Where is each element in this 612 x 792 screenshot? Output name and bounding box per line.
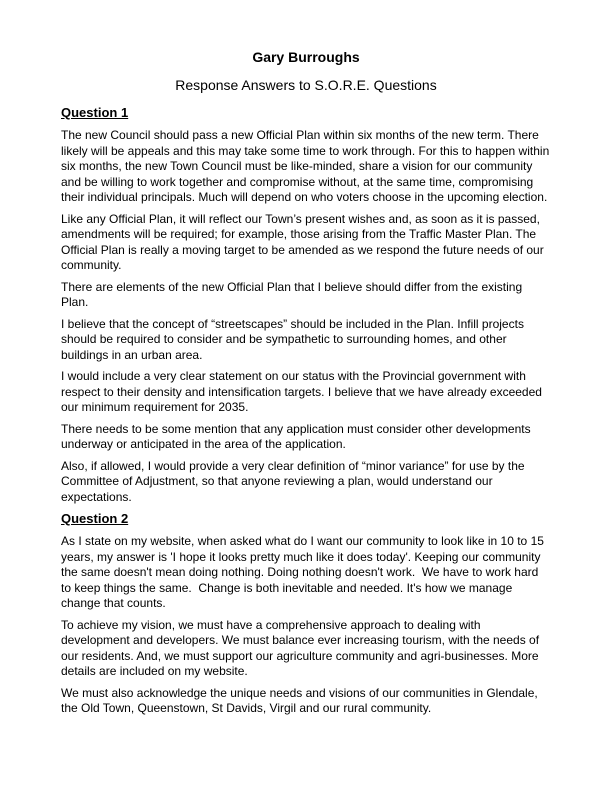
- paragraph: Like any Official Plan, it will reflect our Town’s present wishes and, as soon as it is passed, amendments will be required; for example, those arising from the Traffic Master Plan. The Official Plan is really a moving target to be amended as we respond the future needs of our community.: [61, 211, 548, 272]
- section-question-1: [61, 105, 551, 505]
- paragraph: As I state on my website, when asked what do I want our community to look like in 10 to 15 years, my answer is 'I hope it looks pretty much like it does today'. Keeping our community the same doesn't mean doing nothing. Doing nothing doesn't work. We have to work hard to keep things the same. Change is both inevitable and needed. It's how we manage change that counts.: [61, 534, 548, 610]
- paragraph: Also, if allowed, I would provide a very clear definition of “minor variance” for use by the Committee of Adjustment, so that anyone reviewing a plan, would understand our expectations.: [61, 458, 528, 504]
- question-2-heading: Question 2: [61, 511, 129, 526]
- question-1-heading: Question 1: [61, 105, 129, 120]
- paragraph: We must also acknowledge the unique needs and visions of our communities in Glendale, the Old Town, Queenstown, St Davids, Virgil and our rural community.: [61, 685, 542, 715]
- document-title: Gary Burroughs: [252, 49, 360, 65]
- paragraph: There needs to be some mention that any application must consider other developments underway or anticipated in the area of the application.: [61, 421, 534, 451]
- paragraph: I would include a very clear statement on our status with the Provincial government with respect to their density and intensification targets. I believe that we have already exceeded our minimum requirement for 2035.: [61, 369, 546, 414]
- paragraph: I believe that the concept of “streetscapes” should be included in the Plan. Infill projects should be required to consider and be sympathetic to surrounding homes, and other buildings in an urban area.: [61, 316, 528, 362]
- paragraph: The new Council should pass a new Official Plan within six months of the new term. There likely will be appeals and this may take some time to work through. For this to happen within six months, the new Town Council must be like-minded, share a vision for our community and be willing to work together and compromise without, at the same time, compromising their individual principals. Much will depend on who voters choose in the upcoming election.: [61, 128, 553, 204]
- paragraph: To achieve my vision, we must have a comprehensive approach to dealing with development and developers. We must balance ever increasing tourism, with the needs of our residents. And, we must support our agriculture community and agri-businesses. More details are included on my website.: [61, 617, 543, 678]
- paragraph: There are elements of the new Official Plan that I believe should differ from the existing Plan.: [61, 279, 526, 309]
- section-question-2: [61, 511, 551, 717]
- document-subtitle: Response Answers to S.O.R.E. Questions: [175, 77, 437, 93]
